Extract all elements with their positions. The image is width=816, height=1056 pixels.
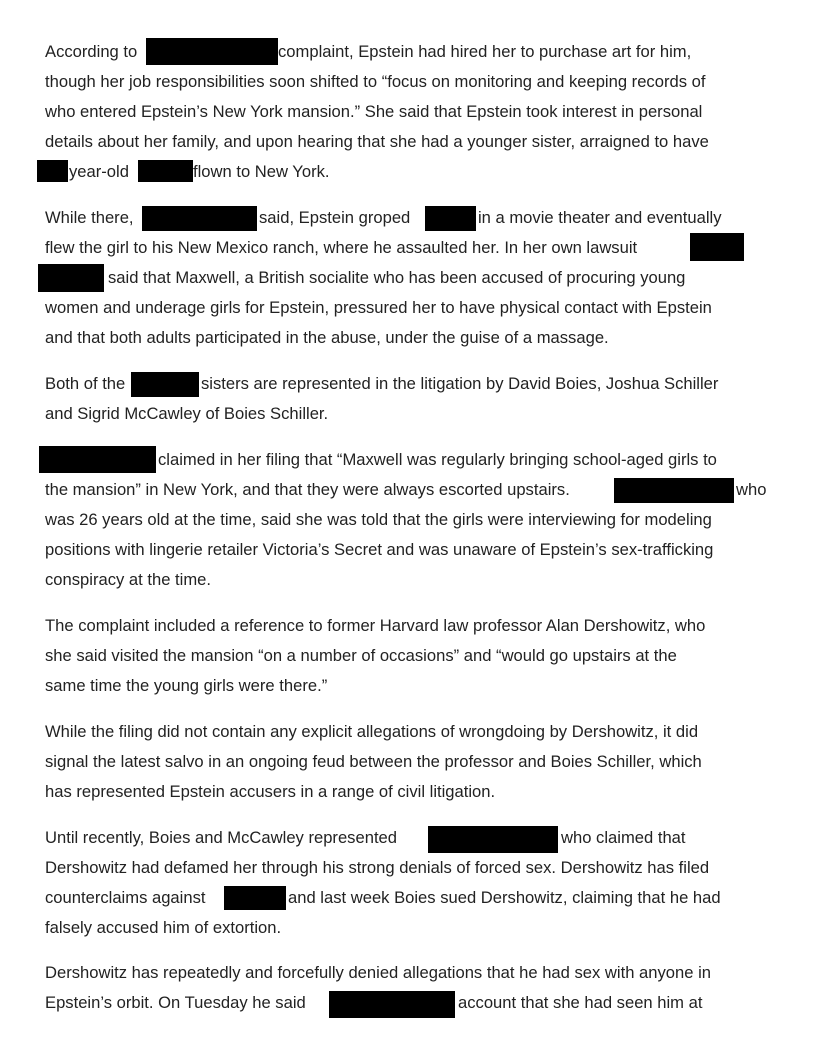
text-line: who bbox=[736, 480, 767, 499]
text-line: Both of the bbox=[45, 374, 126, 393]
redaction-block bbox=[614, 478, 734, 503]
redaction-block bbox=[425, 206, 476, 231]
text-line: sisters are represented in the litigation by David Boies, Joshua Schiller bbox=[201, 374, 719, 393]
text-line: who claimed that bbox=[561, 828, 686, 847]
text-line: and last week Boies sued Dershowitz, claiming that he had bbox=[288, 888, 721, 907]
redaction-block bbox=[38, 264, 104, 292]
text-line: falsely accused him of extortion. bbox=[45, 918, 282, 937]
text-line: Until recently, Boies and McCawley represented bbox=[45, 828, 398, 847]
text-line: though her job responsibilities soon shifted to “focus on monitoring and keeping records of bbox=[45, 72, 706, 91]
text-line: Epstein’s orbit. On Tuesday he said bbox=[45, 993, 306, 1012]
text-line: While the filing did not contain any explicit allegations of wrongdoing by Dershowitz, it did bbox=[45, 722, 699, 741]
text-line: who entered Epstein’s New York mansion.” She said that Epstein took interest in personal bbox=[45, 102, 703, 121]
redaction-block bbox=[329, 991, 455, 1018]
redaction-block bbox=[138, 160, 193, 182]
text-line: was 26 years old at the time, said she was told that the girls were interviewing for modeling bbox=[45, 510, 712, 529]
text-line: conspiracy at the time. bbox=[45, 570, 212, 589]
text-line: While there, bbox=[45, 208, 134, 227]
redaction-block bbox=[142, 206, 257, 231]
redaction-block bbox=[131, 372, 199, 397]
text-line: positions with lingerie retailer Victoria’s Secret and was unaware of Epstein’s sex-trafficking bbox=[45, 540, 714, 559]
text-line: complaint, Epstein had hired her to purchase art for him, bbox=[278, 42, 692, 61]
text-line: account that she had seen him at bbox=[458, 993, 703, 1012]
text-line: details about her family, and upon hearing that she had a younger sister, arraigned to have bbox=[45, 132, 709, 151]
text-line: and Sigrid McCawley of Boies Schiller. bbox=[45, 404, 329, 423]
text-line: women and underage girls for Epstein, pressured her to have physical contact with Epstein bbox=[45, 298, 712, 317]
text-line: said that Maxwell, a British socialite who has been accused of procuring young bbox=[108, 268, 686, 287]
text-line: signal the latest salvo in an ongoing feud between the professor and Boies Schiller, which bbox=[45, 752, 702, 771]
text-line: year-old bbox=[69, 162, 129, 181]
text-line: same time the young girls were there.” bbox=[45, 676, 328, 695]
text-line: and that both adults participated in the abuse, under the guise of a massage. bbox=[45, 328, 609, 347]
text-line: Dershowitz has repeatedly and forcefully denied allegations that he had sex with anyone in bbox=[45, 963, 712, 982]
text-line: According to bbox=[45, 42, 138, 61]
text-line: said, Epstein groped bbox=[259, 208, 411, 227]
text-line: the mansion” in New York, and that they were always escorted upstairs. bbox=[45, 480, 570, 499]
text-line: flown to New York. bbox=[193, 162, 330, 181]
text-line: flew the girl to his New Mexico ranch, where he assaulted her. In her own lawsuit bbox=[45, 238, 638, 257]
text-line: The complaint included a reference to former Harvard law professor Alan Dershowitz, who bbox=[45, 616, 706, 635]
text-line: counterclaims against bbox=[45, 888, 206, 907]
redaction-block bbox=[39, 446, 156, 473]
redaction-block bbox=[224, 886, 286, 910]
text-line: claimed in her filing that “Maxwell was regularly bringing school-aged girls to bbox=[158, 450, 717, 469]
redaction-block bbox=[690, 233, 744, 261]
text-line: has represented Epstein accusers in a range of civil litigation. bbox=[45, 782, 496, 801]
text-line: she said visited the mansion “on a number of occasions” and “would go upstairs at the bbox=[45, 646, 677, 665]
redaction-block bbox=[146, 38, 278, 65]
redaction-block bbox=[37, 160, 68, 182]
text-line: in a movie theater and eventually bbox=[478, 208, 722, 227]
text-line: Dershowitz had defamed her through his strong denials of forced sex. Dershowitz has filed bbox=[45, 858, 710, 877]
redaction-block bbox=[428, 826, 558, 853]
